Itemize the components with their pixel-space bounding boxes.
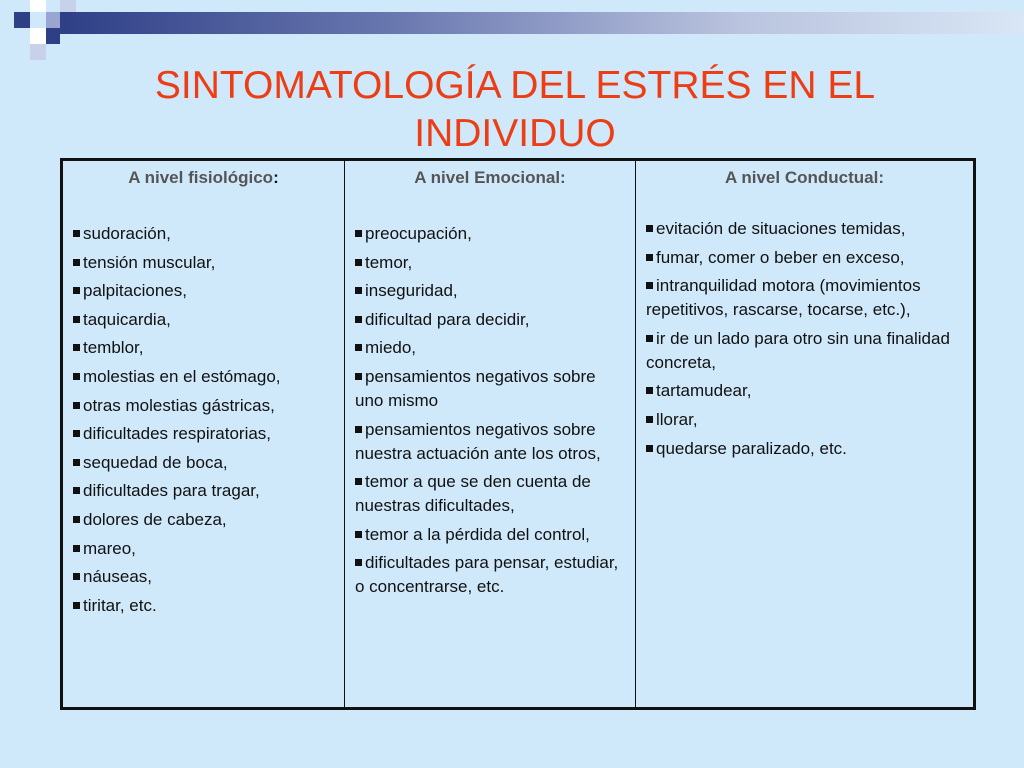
square-bullet-icon xyxy=(646,387,653,394)
list-item-text: pensamientos negativos sobre uno mismo xyxy=(355,366,596,410)
list-item xyxy=(355,365,625,413)
list-item xyxy=(646,408,963,432)
list-item-text: temblor, xyxy=(83,338,144,358)
square-bullet-icon xyxy=(355,531,362,538)
list-item-text: fumar, comer o beber en exceso, xyxy=(656,247,905,267)
slide-title: SINTOMATOLOGÍA DEL ESTRÉS EN EL INDIVIDUO xyxy=(154,64,876,155)
square-bullet-icon xyxy=(73,430,80,437)
decorative-gradient-bar xyxy=(60,12,1024,34)
square-bullet-icon xyxy=(646,225,653,232)
list-item-text: temor a que se den cuenta de nuestras dificultades, xyxy=(355,472,591,516)
list-item-text: dolores de cabeza, xyxy=(83,509,227,529)
list-item-text: tensión muscular, xyxy=(83,252,216,272)
square-bullet-icon xyxy=(73,316,80,323)
decorative-square xyxy=(30,0,46,12)
list-item-text: llorar, xyxy=(656,409,698,429)
list-item xyxy=(355,251,625,275)
list-item xyxy=(355,523,625,547)
list-item-text: mareo, xyxy=(83,538,136,558)
decorative-square xyxy=(46,12,60,28)
list-item xyxy=(646,246,963,270)
square-bullet-icon xyxy=(355,373,362,380)
list-item-text: dificultad para decidir, xyxy=(365,309,530,329)
square-bullet-icon xyxy=(73,287,80,294)
list-item xyxy=(73,251,334,275)
column-header-colon: : xyxy=(273,168,279,187)
list-item xyxy=(73,336,334,360)
square-bullet-icon xyxy=(646,335,653,342)
column-behavioral xyxy=(636,160,975,709)
list-item xyxy=(73,308,334,332)
list-item xyxy=(355,551,625,599)
square-bullet-icon xyxy=(73,602,80,609)
list-item-text: evitación de situaciones temidas, xyxy=(656,219,906,238)
square-bullet-icon xyxy=(355,478,362,485)
square-bullet-icon xyxy=(646,282,653,289)
list-item-text: temor a la pérdida del control, xyxy=(365,524,590,544)
list-item xyxy=(355,336,625,360)
square-bullet-icon xyxy=(646,416,653,423)
symptoms-table xyxy=(60,158,976,710)
list-item xyxy=(73,279,334,303)
list-item xyxy=(73,451,334,475)
list-item-text: sudoración, xyxy=(83,224,171,243)
list-item xyxy=(73,394,334,418)
list-item xyxy=(646,379,963,403)
list-item-text: palpitaciones, xyxy=(83,281,187,301)
square-bullet-icon xyxy=(355,344,362,351)
symptom-list xyxy=(355,222,625,599)
list-item xyxy=(355,418,625,466)
list-item-text: dificultades para tragar, xyxy=(83,481,260,501)
list-item-text: otras molestias gástricas, xyxy=(83,395,275,415)
list-item xyxy=(646,327,963,375)
decorative-square xyxy=(46,28,60,44)
list-item xyxy=(73,222,334,246)
list-item xyxy=(73,479,334,503)
list-item-text: sequedad de boca, xyxy=(83,452,228,472)
list-item-text: dificultades para pensar, estudiar, o concentrarse, etc. xyxy=(355,553,619,597)
square-bullet-icon xyxy=(73,373,80,380)
column-emotional xyxy=(345,160,636,709)
decorative-square xyxy=(30,28,46,44)
square-bullet-icon xyxy=(73,344,80,351)
column-physiological xyxy=(62,160,345,709)
square-bullet-icon xyxy=(73,545,80,552)
decorative-square xyxy=(60,0,76,12)
square-bullet-icon xyxy=(73,487,80,494)
list-item-text: temor, xyxy=(365,252,413,272)
list-item-text: quedarse paralizado, etc. xyxy=(656,438,847,458)
symptom-list xyxy=(73,222,334,618)
list-item-text: dificultades respiratorias, xyxy=(83,424,272,444)
square-bullet-icon xyxy=(73,259,80,266)
square-bullet-icon xyxy=(73,402,80,409)
symptom-list xyxy=(646,217,963,461)
list-item xyxy=(646,274,963,322)
square-bullet-icon xyxy=(73,459,80,466)
list-item-text: inseguridad, xyxy=(365,281,458,301)
list-item-text: tiritar, etc. xyxy=(83,595,157,615)
list-item xyxy=(73,537,334,561)
list-item xyxy=(355,308,625,332)
list-item xyxy=(73,565,334,589)
list-item-text: ir de un lado para otro sin una finalidad concreta, xyxy=(646,328,950,372)
decorative-square xyxy=(14,12,30,28)
list-item xyxy=(73,508,334,532)
square-bullet-icon xyxy=(73,516,80,523)
square-bullet-icon xyxy=(355,559,362,566)
list-item-text: preocupación, xyxy=(365,224,472,243)
list-item xyxy=(73,594,334,618)
column-header-text: A nivel fisiológico xyxy=(128,168,274,187)
list-item-text: taquicardia, xyxy=(83,309,171,329)
decorative-header xyxy=(0,0,1024,60)
square-bullet-icon xyxy=(355,259,362,266)
decorative-square xyxy=(30,44,46,60)
square-bullet-icon xyxy=(355,426,362,433)
square-bullet-icon xyxy=(73,573,80,580)
list-item xyxy=(355,279,625,303)
list-item xyxy=(646,437,963,461)
column-header: A nivel Conductual: xyxy=(725,168,884,187)
square-bullet-icon xyxy=(355,316,362,323)
square-bullet-icon xyxy=(646,445,653,452)
list-item xyxy=(355,222,625,246)
square-bullet-icon xyxy=(355,287,362,294)
list-item xyxy=(73,422,334,446)
square-bullet-icon xyxy=(646,254,653,261)
column-header xyxy=(73,167,334,189)
list-item-text: miedo, xyxy=(365,338,417,358)
list-item-text: pensamientos negativos sobre nuestra actuación ante los otros, xyxy=(355,419,601,463)
list-item-text: intranquilidad motora (movimientos repetitivos, rascarse, tocarse, etc.), xyxy=(646,276,921,320)
list-item xyxy=(355,470,625,518)
list-item-text: náuseas, xyxy=(83,567,152,587)
square-bullet-icon xyxy=(73,230,80,237)
list-item-text: tartamudear, xyxy=(656,381,752,401)
square-bullet-icon xyxy=(355,230,362,237)
column-header: A nivel Emocional: xyxy=(414,168,566,187)
list-item-text: molestias en el estómago, xyxy=(83,366,281,386)
list-item xyxy=(646,217,963,241)
list-item xyxy=(73,365,334,389)
